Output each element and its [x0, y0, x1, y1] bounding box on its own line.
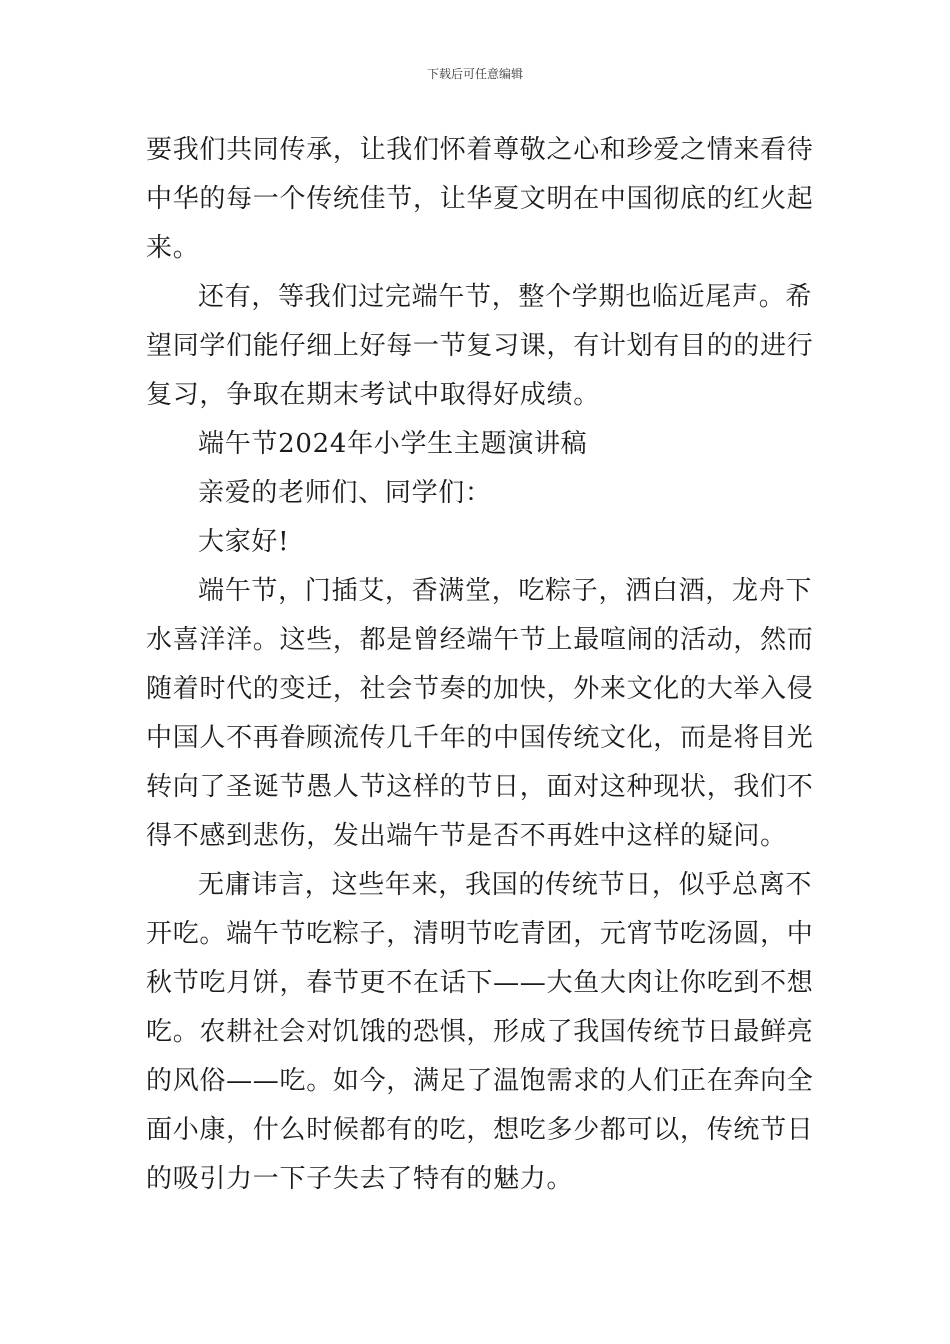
text-line: 望同学们能仔细上好每一节复习课，有计划有目的的进行 [146, 331, 814, 361]
greeting: 大家好! [198, 527, 290, 557]
text-line: 的风俗——吃。如今，满足了温饱需求的人们正在奔向全 [146, 1066, 814, 1096]
salutation: 亲爱的老师们、同学们： [198, 478, 492, 508]
paragraph-start-line: 端午节，门插艾，香满堂，吃粽子，洒白酒，龙舟下 [198, 576, 813, 606]
speech-title: 端午节2024年小学生主题演讲稿 [198, 429, 588, 459]
text-line: 秋节吃月饼，春节更不在话下——大鱼大肉让你吃到不想 [146, 968, 814, 998]
text-line: 要我们共同传承，让我们怀着尊敬之心和珍爱之情来看待 [146, 135, 814, 165]
paragraph-start-line: 无庸讳言，这些年来，我国的传统节日，似乎总离不 [198, 870, 813, 900]
text-line: 吃。农耕社会对饥饿的恐惧，形成了我国传统节日最鲜亮 [146, 1017, 814, 1047]
text-line: 来。 [146, 233, 200, 263]
text-line: 复习，争取在期末考试中取得好成绩。 [146, 380, 600, 410]
text-line: 中华的每一个传统佳节，让华夏文明在中国彻底的红火起 [146, 184, 814, 214]
text-line: 水喜洋洋。这些，都是曾经端午节上最喧闹的活动，然而 [146, 625, 814, 655]
text-line: 随着时代的变迁，社会节奏的加快，外来文化的大举入侵 [146, 674, 814, 704]
text-line: 的吸引力一下子失去了特有的魅力。 [146, 1164, 574, 1194]
document-body [146, 126, 814, 1204]
text-line: 中国人不再眷顾流传几千年的中国传统文化，而是将目光 [146, 723, 814, 753]
page-header-note: 下载后可任意编辑 [426, 67, 523, 81]
text-line: 开吃。端午节吃粽子，清明节吃青团，元宵节吃汤圆，中 [146, 919, 814, 949]
paragraph-start-line: 还有，等我们过完端午节，整个学期也临近尾声。希 [198, 282, 813, 312]
text-line: 转向了圣诞节愚人节这样的节日，面对这种现状，我们不 [146, 772, 814, 802]
text-line: 得不感到悲伤，发出端午节是否不再姓中这样的疑问。 [146, 821, 787, 851]
text-line: 面小康，什么时候都有的吃，想吃多少都可以，传统节日 [146, 1115, 814, 1145]
